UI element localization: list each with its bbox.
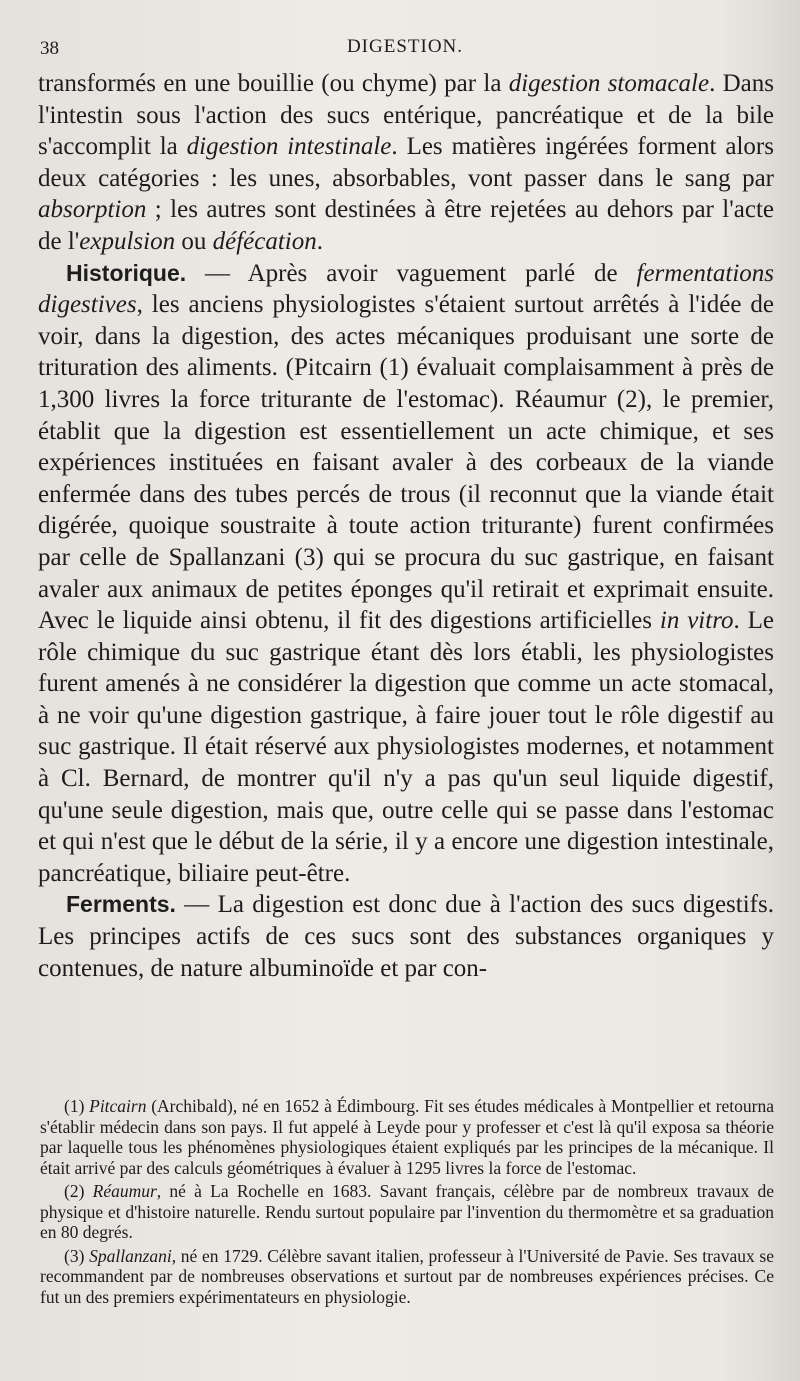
footnote-name: Spallanzani <box>89 1245 172 1266</box>
footnote-2 <box>40 1181 774 1243</box>
text-run: ; les autres sont destinées à être rejetées au dehors par l'acte de l' <box>38 196 774 255</box>
italic-term: digestion stomacale <box>508 70 710 97</box>
footnote-text: , né en 1729. Célèbre savant italien, professeur à l'Université de Pavie. Ses travaux se recommandent par de nombreuses observations et surtout par de nombreuses expériences précises. Ce fut un des premiers expérimentateurs en physiologie. <box>40 1245 775 1307</box>
footnote-3 <box>40 1246 774 1308</box>
footnote-text: , né à La Rochelle en 1683. Savant français, célèbre par de nombreux travaux de physique et d'histoire naturelle. Rendu surtout populaire par l'invention du thermomètre et sa graduation en 80 degrés. <box>40 1181 774 1242</box>
page-header <box>40 30 770 64</box>
footnote-text: (Archibald), né en 1652 à Édimbourg. Fit ses études médicales à Montpellier et retourna s'établir médecin dans son pays. Il fut appelé à Leyde pour y professer et c'est là qu'il exposa sa théorie par laquelle tous les phénomènes physiologiques étaient expliqués par les principes de la mécanique. Il était arrivé par des calculs géométriques à évaluer à 1295 livres la force de l'estomac. <box>40 1096 774 1178</box>
footnote-marker: (3) <box>64 1245 90 1266</box>
section-heading-historique: Historique. <box>66 259 187 286</box>
text-run: . Les matières ingérées forment alors deux catégories : les unes, absorbables, vont passer dans le sang par <box>38 133 774 192</box>
text-run: — Après avoir vaguement parlé de <box>186 259 637 287</box>
paragraph-digestion-intro <box>38 68 774 258</box>
text-run: ou <box>175 227 213 255</box>
section-heading-ferments: Ferments. <box>66 891 176 918</box>
footnotes <box>40 1096 774 1310</box>
main-text <box>38 68 774 984</box>
footnote-marker: (2) <box>64 1181 93 1201</box>
text-run: , les anciens physiologistes s'étaient surtout arrêtés à l'idée de voir, dans la digestion, des actes mécaniques produisant une sorte de trituration des aliments. (Pitcairn (1) évaluait complaisamment à près de 1,300 livres la force triturante de l'estomac). Réaumur (2), le premier, établit que la digestion est essentiellement un acte chimique, et ses expériences instituées en faisant avaler à des corbeaux de la viande enfermée dans des tubes percés de trous (il reconnut que la viande était digérée, quoique soustraite à toute action triturante) furent confirmées par celle de Spallanzani (3) qui se procura du suc gastrique, en faisant avaler aux animaux de petites éponges qu'il retirait et exprimait ensuite. Avec le liquide ainsi obtenu, il fit des digestions artificielles <box>38 291 774 635</box>
text-run: transformés en une bouillie (ou chyme) par la <box>38 70 509 97</box>
text-run: — La digestion est donc due à l'action des sucs digestifs. Les principes actifs de ces sucs sont des substances organiques y contenues, de nature albuminoïde et par con- <box>38 891 774 982</box>
running-head: DIGESTION. <box>346 36 464 57</box>
italic-term: défécation <box>212 227 317 255</box>
paragraph-ferments <box>38 889 774 984</box>
text-run: . Le rôle chimique du suc gastrique étant dès lors établi, les physiologistes furent amenés à ne considérer la digestion que comme un acte stomacal, à ne voir qu'une digestion gastrique, à faire jouer tout le rôle digestif au suc gastrique. Il était réservé aux physiologistes modernes, et notamment à Cl. Bernard, de montrer qu'il n'y a pas qu'un seul liquide digestif, qu'une seule digestion, mais que, outre celle qui se passe dans l'estomac et qui n'est que le début de la série, il y a encore une digestion intestinale, pancréatique, biliaire peut-être. <box>38 607 774 887</box>
italic-term: digestion intestinale <box>186 133 392 161</box>
italic-term: fermentations digestives <box>38 259 774 319</box>
footnote-marker: (1) <box>64 1096 90 1116</box>
text-run: . <box>316 227 324 255</box>
text-run: . Dans l'intestin sous l'action des sucs entérique, pancréatique et de la bile s'accomplit la <box>38 70 775 161</box>
italic-term: absorption <box>38 196 147 224</box>
footnote-1 <box>40 1096 774 1178</box>
footnote-name: Pitcairn <box>89 1096 147 1116</box>
italic-term: in vitro <box>659 607 734 635</box>
italic-term: expulsion <box>79 227 176 255</box>
paragraph-historique <box>38 258 774 890</box>
footnote-name: Réaumur <box>92 1181 157 1201</box>
page-number: 38 <box>40 38 59 59</box>
